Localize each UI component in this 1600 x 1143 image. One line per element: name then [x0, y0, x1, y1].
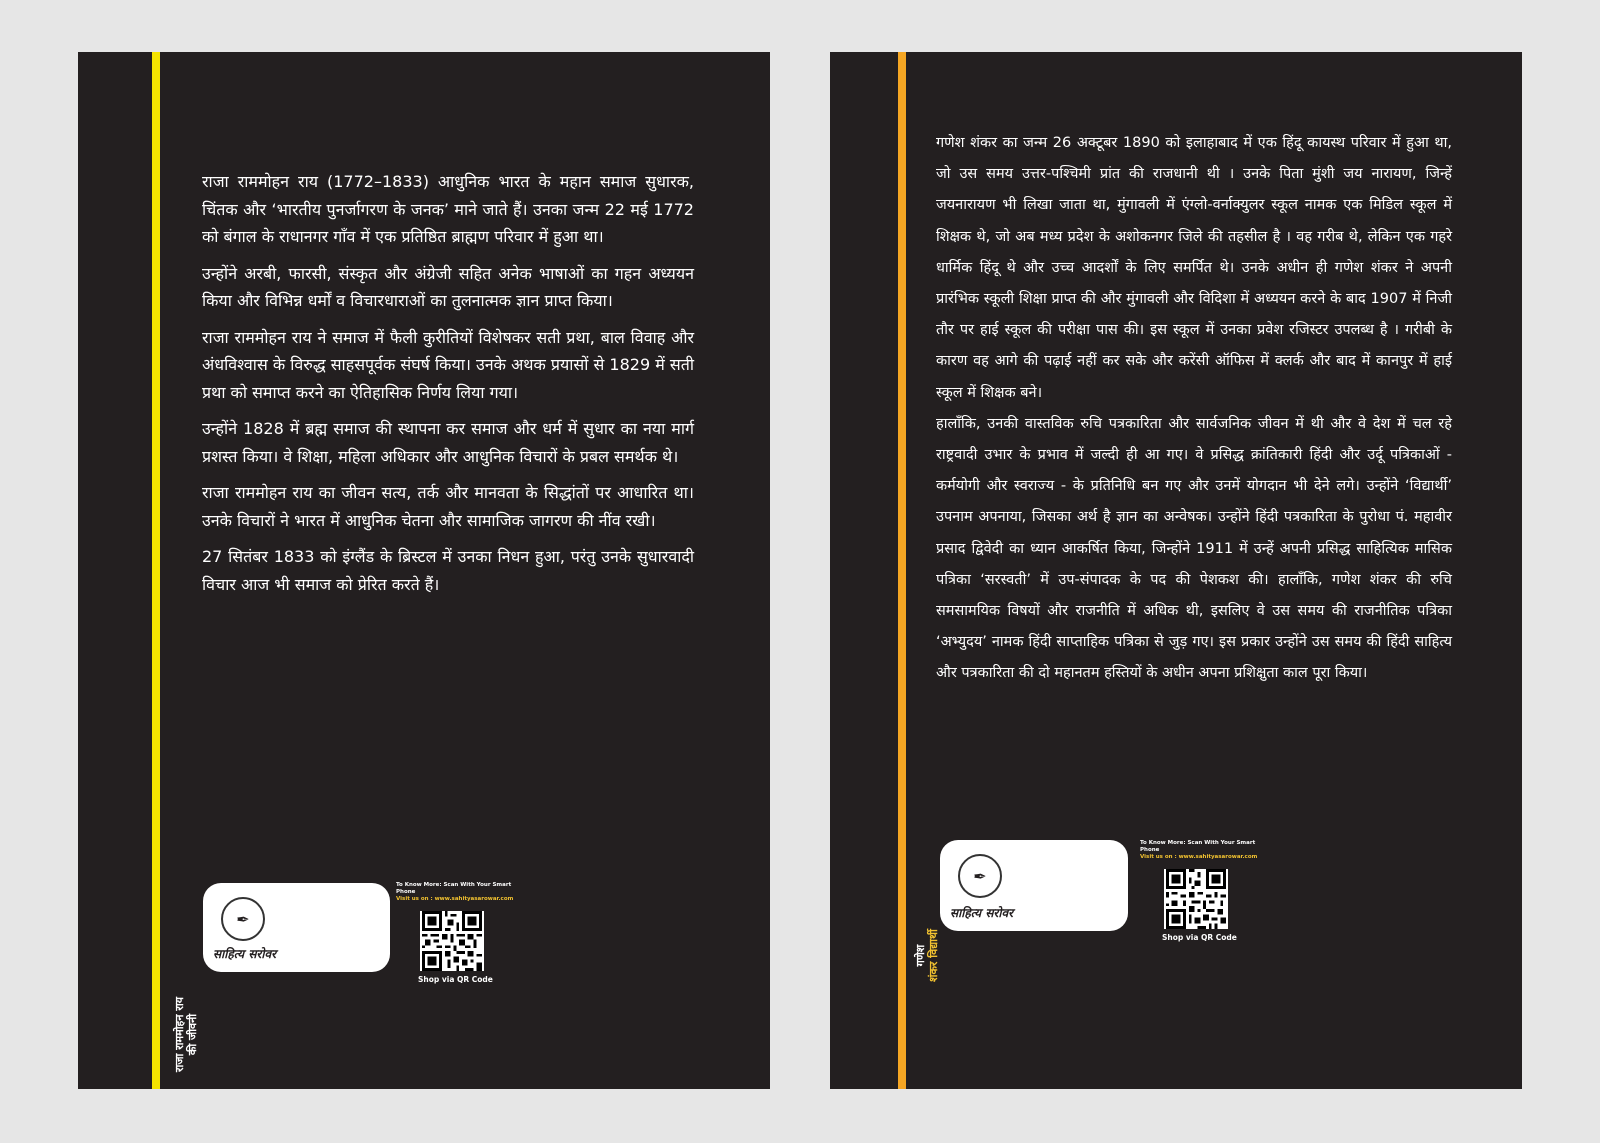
publisher-logo-box: [203, 883, 390, 972]
qr-section: [396, 882, 526, 984]
spine-title: [173, 997, 199, 1072]
blurb-paragraph: राजा राममोहन राय का जीवन सत्य, तर्क और मानवता के सिद्धांतों पर आधारित था। उनके विचारों ने भारत में आधुनिक चेतना और सामाजिक जागरण की नींव रखी।: [202, 483, 694, 530]
qr-heading: To Know More: Scan With Your Smart Phone: [396, 882, 512, 895]
publisher-logo-text: साहित्य सरोवर: [213, 947, 277, 961]
spine-accent-line: [898, 52, 906, 1089]
blurb-paragraph: 27 सितंबर 1833 को इंग्लैंड के ब्रिस्टल में उनका निधन हुआ, परंतु उनके सुधारवादी विचार आज भी समाज को प्रेरित करते हैं।: [202, 547, 694, 594]
qr-url: Visit us on : www.sahityasarowar.com: [396, 896, 514, 902]
back-cover-blurb: [202, 168, 694, 607]
qr-code-icon[interactable]: [420, 911, 484, 971]
publisher-logo-box: [940, 840, 1128, 931]
qr-heading: To Know More: Scan With Your Smart Phone: [1140, 840, 1256, 853]
spine-title-line: राजा राममोहन राय: [173, 996, 186, 1072]
qr-url: Visit us on : www.sahityasarowar.com: [1140, 854, 1258, 860]
spine-title-line: शंकर विद्यार्थी: [927, 929, 940, 982]
spine-title-line: गणेश: [914, 944, 927, 967]
spine-accent-line: [152, 52, 160, 1089]
blurb-paragraph: हालाँकि, उनकी वास्तविक रुचि पत्रकारिता और सार्वजनिक जीवन में थी और वे देश में चल रहे राष्ट्रवादी उभार के प्रभाव में जल्दी ही आ गए। वे प्रसिद्ध क्रांतिकारी हिंदी और उर्दू पत्रिकाओं - कर्मयोगी और स्वराज्य - के प्रतिनिधि बन गए और उनमें योगदान भी देने लगे। उन्होंने ‘विद्यार्थी’ उपनाम अपनाया, जिसका अर्थ है ज्ञान का अन्वेषक। उन्होंने हिंदी पत्रकारिता के पुरोधा पं. महावीर प्रसाद द्विवेदी का ध्यान आकर्षित किया, जिन्होंने 1911 में उन्हें अपनी प्रसिद्ध साहित्यिक मासिक पत्रिका ‘सरस्वती’ में उप-संपादक के पद की पेशकश की। हालाँकि, गणेश शंकर की रुचि समसामयिक विषयों और राजनीति में अधिक थी, इसलिए वे उस समय की राजनीतिक पत्रिका ‘अभ्युदय’ नामक हिंदी साप्ताहिक पत्रिका से जुड़ गए। इस प्रकार उन्होंने उस समय की हिंदी साहित्य और पत्रकारिता की दो महानतम हस्तियों के अधीन अपना प्रशिक्षुता काल पूरा किया।: [936, 415, 1452, 682]
blurb-paragraph: राजा राममोहन राय ने समाज में फैली कुरीतियों विशेषकर सती प्रथा, बाल विवाह और अंधविश्वास के विरुद्ध साहसपूर्वक संघर्ष किया। उनके अथक प्रयासों से 1829 में सती प्रथा को समाप्त करने का ऐतिहासिक निर्णय लिया गया।: [202, 327, 694, 402]
qr-caption: Shop via QR Code: [418, 975, 493, 984]
back-cover-left: [78, 52, 770, 1089]
qr-caption: Shop via QR Code: [1162, 933, 1237, 942]
blurb-paragraph: उन्होंने अरबी, फारसी, संस्कृत और अंग्रेजी सहित अनेक भाषाओं का गहन अध्ययन किया और विभिन्न धर्मों व विचारधाराओं का तुलनात्मक ज्ञान प्राप्त किया।: [202, 263, 694, 310]
back-cover-blurb: [936, 128, 1452, 690]
quill-icon: ✒: [221, 897, 265, 941]
blurb-paragraph: गणेश शंकर का जन्म 26 अक्टूबर 1890 को इलाहाबाद में एक हिंदू कायस्थ परिवार में हुआ था, जो उस समय उत्तर-पश्चिमी प्रांत की राजधानी थी । उनके पिता मुंशी जय नारायण, जिन्हें जयनारायण भी लिखा जाता था, मुंगावली में एंग्लो-वर्नाक्युलर स्कूल नामक एक मिडिल स्कूल में शिक्षक थे, जो अब मध्य प्रदेश के अशोकनगर जिले की तहसील है । वह गरीब थे, लेकिन एक गहरे धार्मिक हिंदू थे और उच्च आदर्शों के लिए समर्पित थे। उनके अधीन ही गणेश शंकर ने अपनी प्रारंभिक स्कूली शिक्षा प्राप्त की और मुंगावली और विदिशा में अध्ययन करने के बाद 1907 में निजी तौर पर हाई स्कूल की परीक्षा पास की। इस स्कूल में उनका प्रवेश रजिस्टर उपलब्ध है । गरीबी के कारण वह आगे की पढ़ाई नहीं कर सके और करेंसी ऑफिस में क्लर्क और बाद में कानपुर में हाई स्कूल में शिक्षक बने।: [936, 135, 1452, 401]
spine-title: [914, 929, 940, 982]
qr-section: [1140, 840, 1270, 942]
back-cover-right: [830, 52, 1522, 1089]
publisher-logo-text: साहित्य सरोवर: [950, 906, 1014, 920]
blurb-paragraph: उन्होंने 1828 में ब्रह्म समाज की स्थापना कर समाज और धर्म में सुधार का नया मार्ग प्रशस्त किया। वे शिक्षा, महिला अधिकार और आधुनिक विचारों के प्रबल समर्थक थे।: [202, 419, 694, 466]
blurb-paragraph: राजा राममोहन राय (1772–1833) आधुनिक भारत के महान समाज सुधारक, चिंतक और ‘भारतीय पुनर्जागरण के जनक’ माने जाते हैं। उनका जन्म 22 मई 1772 को बंगाल के राधानगर गाँव में एक प्रतिष्ठित ब्राह्मण परिवार में हुआ था।: [202, 172, 694, 246]
qr-code-icon[interactable]: [1164, 869, 1228, 929]
quill-icon: ✒: [958, 854, 1002, 898]
spine-title-line: की जीवनी: [186, 1013, 199, 1056]
